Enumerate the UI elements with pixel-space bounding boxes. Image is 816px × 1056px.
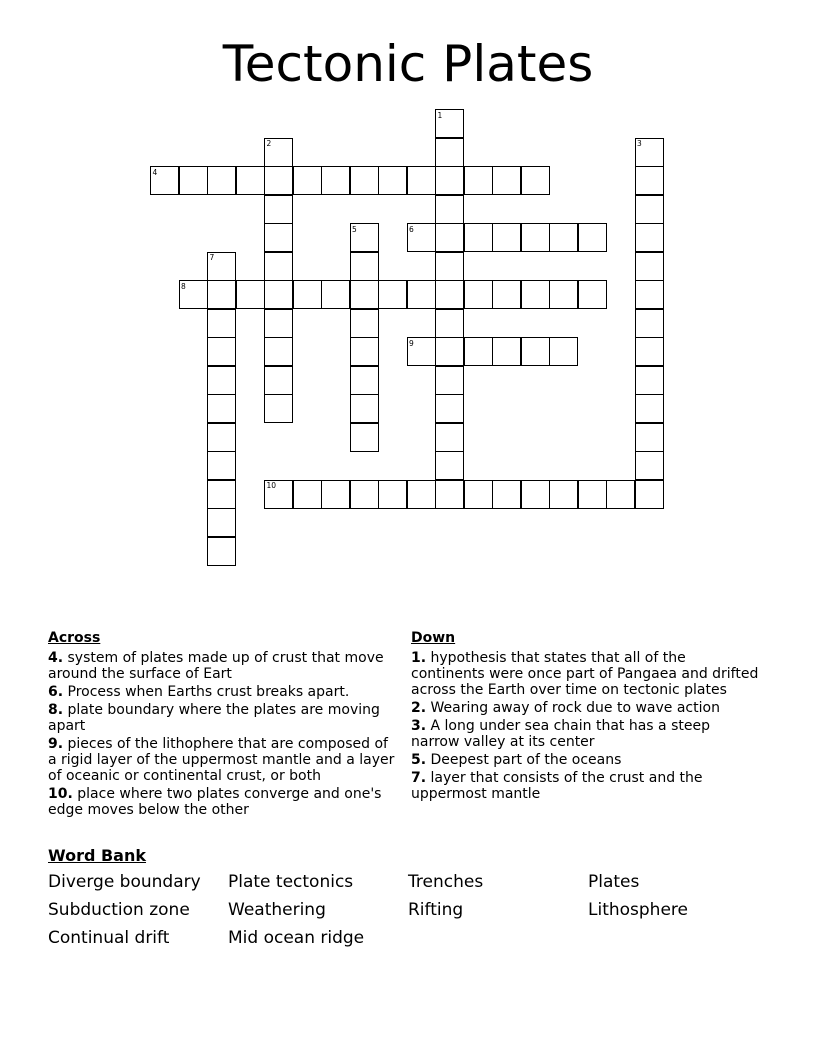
clue-text: layer that consists of the crust and the uppermost mantle bbox=[411, 770, 703, 802]
grid-cell[interactable] bbox=[293, 280, 322, 309]
across-heading: Across bbox=[48, 630, 101, 646]
grid-cell[interactable] bbox=[521, 223, 550, 252]
clue-number: 6 bbox=[409, 224, 414, 234]
grid-cell[interactable] bbox=[350, 423, 379, 452]
grid-cell[interactable] bbox=[635, 280, 664, 309]
grid-cell[interactable] bbox=[521, 337, 550, 366]
grid-cell[interactable] bbox=[264, 394, 293, 423]
grid-cell[interactable] bbox=[464, 223, 493, 252]
grid-cell[interactable] bbox=[407, 280, 436, 309]
grid-cell[interactable] bbox=[293, 166, 322, 195]
down-clue bbox=[411, 650, 761, 698]
grid-cell[interactable] bbox=[207, 394, 236, 423]
grid-cell[interactable] bbox=[350, 366, 379, 395]
grid-cell[interactable] bbox=[350, 394, 379, 423]
grid-cell[interactable] bbox=[464, 166, 493, 195]
grid-cell[interactable] bbox=[435, 166, 464, 195]
grid-cell[interactable] bbox=[492, 166, 521, 195]
grid-cell[interactable] bbox=[492, 480, 521, 509]
grid-cell[interactable] bbox=[207, 480, 236, 509]
clue-text: Process when Earths crust breaks apart. bbox=[63, 684, 350, 700]
grid-cell[interactable] bbox=[350, 252, 379, 281]
grid-cell[interactable] bbox=[635, 394, 664, 423]
grid-cell[interactable] bbox=[435, 138, 464, 167]
word-bank-item: Trenches bbox=[408, 872, 484, 892]
grid-cell[interactable] bbox=[350, 480, 379, 509]
across-clue bbox=[48, 736, 400, 784]
grid-cell[interactable] bbox=[264, 366, 293, 395]
grid-cell[interactable] bbox=[492, 223, 521, 252]
word-bank-item: Plate tectonics bbox=[228, 872, 354, 892]
clue-text: Deepest part of the oceans bbox=[426, 752, 622, 768]
clue-number-label: 1. bbox=[411, 650, 427, 666]
clue-number: 4 bbox=[152, 167, 158, 177]
grid-cell[interactable] bbox=[435, 423, 464, 452]
down-clue-list bbox=[411, 650, 761, 802]
grid-cell[interactable] bbox=[635, 166, 664, 195]
clue-number-label: 2. bbox=[411, 700, 427, 716]
clue-number-label: 8. bbox=[48, 702, 64, 718]
clue-number: 10 bbox=[266, 481, 277, 490]
clue-text: place where two plates converge and one's edge moves below the other bbox=[48, 786, 382, 818]
grid-cell[interactable] bbox=[207, 508, 236, 537]
grid-cell[interactable] bbox=[350, 337, 379, 366]
clue-number-label: 3. bbox=[411, 718, 427, 734]
grid-cell[interactable] bbox=[179, 166, 208, 195]
grid-cell[interactable] bbox=[236, 280, 265, 309]
grid-cell[interactable] bbox=[207, 366, 236, 395]
grid-cell[interactable] bbox=[378, 166, 407, 195]
across-clues bbox=[48, 630, 400, 820]
clue-number-label: 9. bbox=[48, 736, 64, 752]
grid-cell[interactable] bbox=[521, 166, 550, 195]
grid-cell[interactable] bbox=[350, 280, 379, 309]
word-bank-item: Mid ocean ridge bbox=[228, 928, 365, 948]
grid-cell[interactable] bbox=[207, 423, 236, 452]
grid-cell[interactable] bbox=[435, 223, 464, 252]
word-bank-item: Lithosphere bbox=[588, 900, 688, 920]
clue-number-label: 7. bbox=[411, 770, 427, 786]
grid-cell[interactable] bbox=[264, 309, 293, 338]
clue-number-label: 10. bbox=[48, 786, 73, 802]
grid-cell[interactable] bbox=[492, 337, 521, 366]
clue-number: 3 bbox=[637, 139, 642, 148]
grid-cell[interactable] bbox=[521, 480, 550, 509]
grid-cell[interactable] bbox=[207, 337, 236, 366]
grid-cell[interactable] bbox=[464, 480, 493, 509]
across-clue bbox=[48, 786, 400, 818]
grid-cell[interactable] bbox=[464, 337, 493, 366]
grid-cell[interactable] bbox=[635, 223, 664, 252]
grid-cell[interactable] bbox=[635, 195, 664, 224]
grid-cell[interactable] bbox=[207, 451, 236, 480]
grid-cell[interactable] bbox=[321, 480, 350, 509]
grid-cell[interactable] bbox=[264, 195, 293, 224]
word-bank-item: Diverge boundary bbox=[48, 872, 201, 892]
grid-cell[interactable] bbox=[378, 280, 407, 309]
grid-cell[interactable] bbox=[321, 280, 350, 309]
clue-number: 1 bbox=[437, 110, 443, 120]
grid-cell[interactable] bbox=[207, 166, 236, 195]
across-clue bbox=[48, 684, 400, 700]
clue-text: pieces of the lithophere that are composed of a rigid layer of the uppermost mantle and a layer of oceanic or continental crust, or both bbox=[48, 736, 395, 784]
grid-cell[interactable] bbox=[635, 309, 664, 338]
grid-cell[interactable] bbox=[435, 309, 464, 338]
down-clue bbox=[411, 752, 761, 768]
grid-cell[interactable] bbox=[264, 280, 293, 309]
clue-text: Wearing away of rock due to wave action bbox=[426, 700, 720, 716]
grid-cell[interactable] bbox=[407, 480, 436, 509]
across-clue-list bbox=[48, 650, 400, 818]
word-bank bbox=[48, 846, 768, 948]
clue-text: A long under sea chain that has a steep narrow valley at its center bbox=[411, 718, 710, 750]
word-bank-item: Continual drift bbox=[48, 928, 170, 948]
grid-cell[interactable] bbox=[635, 366, 664, 395]
grid-cell[interactable] bbox=[264, 252, 293, 281]
grid-cell[interactable] bbox=[350, 166, 379, 195]
clue-text: plate boundary where the plates are moving apart bbox=[48, 702, 380, 734]
grid-cell[interactable] bbox=[236, 166, 265, 195]
word-bank-item: Subduction zone bbox=[48, 900, 190, 920]
grid-cell[interactable] bbox=[606, 480, 635, 509]
grid-cell[interactable] bbox=[435, 252, 464, 281]
grid-cell[interactable] bbox=[578, 223, 607, 252]
grid-cell[interactable] bbox=[635, 480, 664, 509]
grid-cell[interactable] bbox=[464, 280, 493, 309]
grid-cell[interactable] bbox=[549, 223, 578, 252]
grid-cell[interactable] bbox=[435, 394, 464, 423]
down-heading: Down bbox=[411, 630, 456, 646]
clue-text: hypothesis that states that all of the continents were once part of Pangaea and drifted across the Earth over time on tectonic plates bbox=[411, 650, 759, 698]
grid-cell[interactable] bbox=[435, 337, 464, 366]
word-bank-list bbox=[48, 872, 768, 948]
grid-cell[interactable] bbox=[264, 223, 293, 252]
across-clue bbox=[48, 650, 400, 682]
down-clues bbox=[411, 630, 761, 804]
grid-cell[interactable] bbox=[549, 480, 578, 509]
down-clue bbox=[411, 718, 761, 750]
grid-cell[interactable] bbox=[207, 537, 236, 566]
word-bank-title: Word Bank bbox=[48, 846, 147, 865]
down-clue bbox=[411, 700, 761, 716]
grid-cell[interactable] bbox=[293, 480, 322, 509]
word-bank-item: Rifting bbox=[408, 900, 464, 920]
down-clue bbox=[411, 770, 761, 802]
clue-number: 8 bbox=[181, 281, 186, 291]
grid-cell[interactable] bbox=[521, 280, 550, 309]
grid-cell[interactable] bbox=[549, 337, 578, 366]
clue-number: 5 bbox=[352, 224, 357, 234]
clue-text: system of plates made up of crust that move around the surface of Eart bbox=[48, 650, 384, 682]
across-clue bbox=[48, 702, 400, 734]
grid-cell[interactable] bbox=[635, 451, 664, 480]
grid-cell[interactable] bbox=[378, 480, 407, 509]
grid-cell[interactable] bbox=[321, 166, 350, 195]
clue-number: 7 bbox=[209, 253, 215, 262]
word-bank-item: Plates bbox=[588, 872, 640, 892]
clue-number-label: 4. bbox=[48, 650, 64, 666]
grid-cell[interactable] bbox=[635, 252, 664, 281]
grid-cell[interactable] bbox=[435, 451, 464, 480]
grid-cell[interactable] bbox=[435, 280, 464, 309]
grid-cell[interactable] bbox=[578, 280, 607, 309]
grid-cell[interactable] bbox=[435, 480, 464, 509]
grid-cell[interactable] bbox=[207, 309, 236, 338]
word-bank-item: Weathering bbox=[228, 900, 326, 920]
clue-number: 2 bbox=[266, 139, 272, 148]
clue-number-label: 5. bbox=[411, 752, 427, 768]
grid-cell[interactable] bbox=[264, 166, 293, 195]
grid-cell[interactable] bbox=[435, 195, 464, 224]
grid-cell[interactable] bbox=[549, 280, 578, 309]
grid-cell[interactable] bbox=[407, 166, 436, 195]
grid-cell[interactable] bbox=[264, 337, 293, 366]
clue-number: 9 bbox=[409, 338, 414, 348]
clue-number-label: 6. bbox=[48, 684, 64, 700]
page-title: Tectonic Plates bbox=[222, 35, 594, 93]
grid-cell[interactable] bbox=[207, 280, 236, 309]
grid-cell[interactable] bbox=[435, 366, 464, 395]
grid-cell[interactable] bbox=[635, 337, 664, 366]
grid-cell[interactable] bbox=[492, 280, 521, 309]
grid-cell[interactable] bbox=[578, 480, 607, 509]
grid-cell[interactable] bbox=[350, 309, 379, 338]
grid-cell[interactable] bbox=[635, 423, 664, 452]
